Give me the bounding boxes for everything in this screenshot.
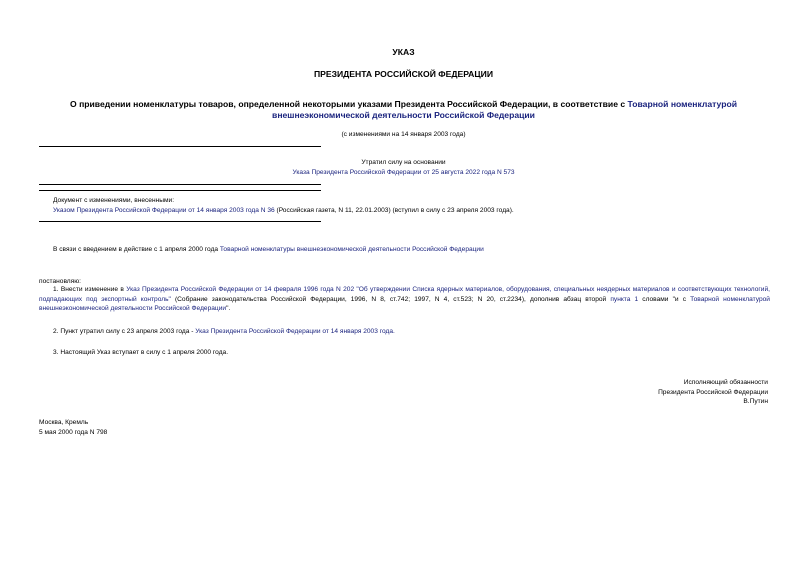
- p1-text-d: ".: [226, 305, 231, 313]
- p2-link[interactable]: Указ Президента Российской Федерации от 14 января 2003 года: [195, 328, 394, 335]
- lost-force-link[interactable]: Указа Президента Российской Федерации от 25 августа 2022 года N 573: [292, 169, 515, 176]
- date-number: 5 мая 2000 года N 798: [39, 428, 108, 436]
- intro-paragraph: [53, 245, 484, 255]
- paragraph-3: 3. Настоящий Указ вступает в силу с 1 апреля 2000 года.: [53, 349, 229, 356]
- signature-name: В.Путин: [743, 398, 768, 406]
- lost-force-text: Утратил силу на основании: [361, 159, 446, 166]
- p1-link-clause-1[interactable]: пункта 1: [610, 295, 639, 303]
- paragraph-2: [53, 327, 395, 337]
- amendments-line: [53, 206, 514, 216]
- p2-text-b: .: [393, 328, 395, 335]
- signature-line-2: Президента Российской Федерации: [658, 388, 768, 396]
- paragraph-1: [39, 285, 770, 314]
- decree-word: постановляю:: [39, 278, 82, 285]
- p1-text-a: 1. Внести изменение в: [53, 286, 127, 293]
- signature-line-1: Исполняющий обязанности: [683, 379, 768, 386]
- heading-text: О приведении номенклатуры товаров, определенной некоторыми указами Президента Российской Федерации, в соответствие с: [70, 99, 628, 109]
- divider: [39, 146, 321, 147]
- p1-link-nomenclature[interactable]: Товарной номенклатурой внешнеэкономической деятельности Российской Федерации: [39, 295, 770, 313]
- document-heading: [40, 99, 767, 121]
- p1-link-decree-202[interactable]: Указ Президента Российской Федерации от 14 февраля 1996 года N 202 "Об утверждении Списка ядерных материалов, оборудования, специальных неядерных материалов и соответствующих технологий, подпадающих под экспортный контроль": [39, 286, 770, 303]
- amendments-label: Документ с изменениями, внесенными:: [53, 197, 175, 204]
- p2-text-a: 2. Пункт утратил силу с 23 апреля 2003 года -: [53, 328, 196, 335]
- heading-link[interactable]: Товарной номенклатурой внешнеэкономической деятельности Российской Федерации: [272, 99, 737, 121]
- divider: [39, 190, 321, 191]
- p1-text-b: (Собрание законодательства Российской Федерации, 1996, N 8, ст.742; 1997, N 4, ст.523; N 20, ст.2234), дополнив абзац второй: [170, 295, 611, 303]
- intro-text: В связи с введением в действие с 1 апреля 2000 года: [53, 246, 220, 253]
- divider: [39, 184, 321, 185]
- amendment-details: (Российская газета, N 11, 22.01.2003) (вступил в силу с 23 апреля 2003 года).: [274, 207, 514, 214]
- issuer-title: ПРЕЗИДЕНТА РОССИЙСКОЙ ФЕДЕРАЦИИ: [313, 69, 494, 79]
- p1-text-c: словами "и с: [638, 295, 691, 303]
- amendment-link[interactable]: Указом Президента Российской Федерации от 14 января 2003 года N 36: [53, 207, 275, 214]
- intro-link[interactable]: Товарной номенклатуры внешнеэкономической деятельности Российской Федерации: [219, 246, 484, 253]
- divider: [39, 221, 321, 222]
- place-and-date: [39, 418, 107, 437]
- document-type-title: УКАЗ: [392, 47, 415, 57]
- place: Москва, Кремль: [39, 419, 89, 426]
- edits-note: (с изменениями на 14 января 2003 года): [341, 131, 466, 138]
- signature-block: [658, 378, 768, 407]
